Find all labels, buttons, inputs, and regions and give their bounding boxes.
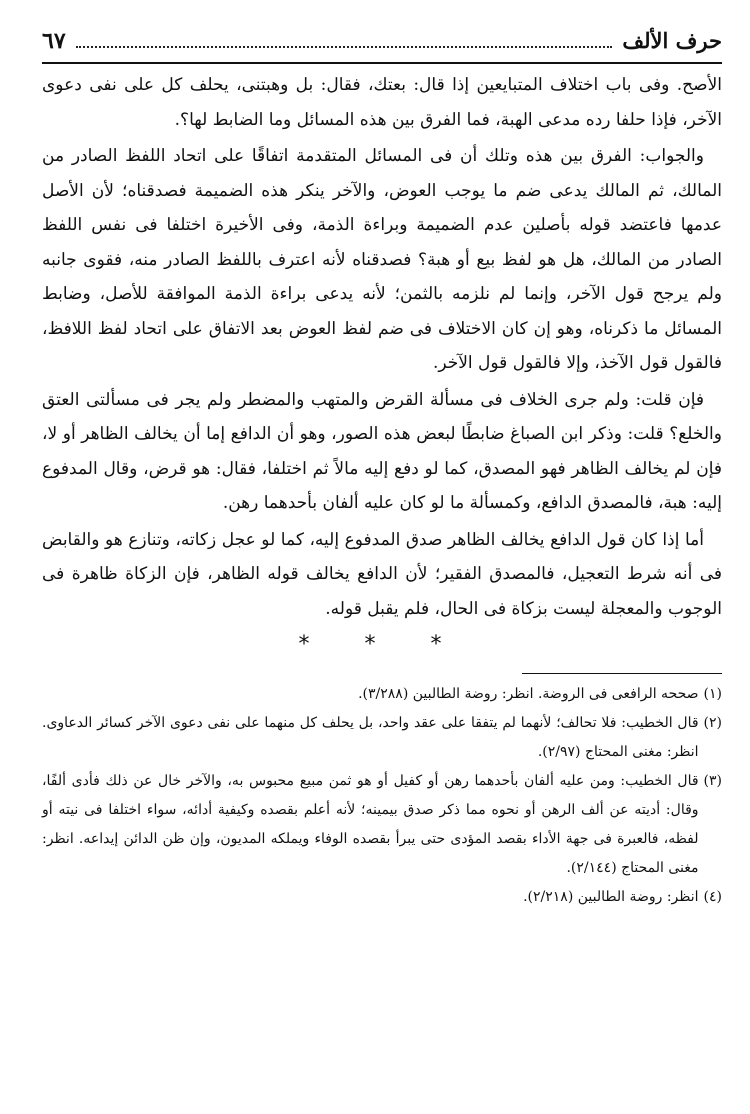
body-text — [42, 68, 722, 626]
body-paragraph: والجواب: الفرق بين هذه وتلك أن فى المسائل المتقدمة اتفاقًا على اتحاد اللفظ الصادر من المالك، ثم المالك يدعى ضم ما يوجب العوض، والآخر ينكر هذه الضميمة فصدقناه؛ لأن الأصل عدمها فاعتضد قوله بأصلين عدم الضميمة وبراءة الذمة، وفى الأخيرة اختلفا فى نفس اللفظ الصادر من المالك، هل هو لفظ بيع أو هبة؟ فصدقناه لأنه اعترف باللفظ الصادر منه، فقوى جانبه ولم يرجح قول الآخر، وإنما لم نلزمه بالثمن؛ لأنه يدعى براءة الذمة الموافقة للأصل، وضابط المسائل ما ذكرناه، وهو إن كان الاختلاف فى ضم لفظ العوض بعد الاتفاق على اتحاد لفظ اللافظ، فالقول قول الآخذ، وإلا فالقول قول الآخر. — [42, 146, 722, 373]
book-page — [42, 28, 722, 1098]
footnote-item — [42, 767, 722, 883]
page-header — [42, 28, 722, 64]
footnote-text: قال الخطيب: ومن عليه ألفان بأحدهما رهن أو كفيل أو هو ثمن مبيع محبوس به، والآخر خال عن ذلك فأدى ألفًا، وقال: أديته عن ألف الرهن أو نحوه مما ذكر صدق بيمينه؛ لأنه أعلم بقصده وكيفية أدائه، سواء اختلفا فى نيته أو لفظه، فالعبرة فى جهة الأداء بقصد المؤدى حتى يبرأ بقصده الوفاء ويملكه المديون، وإن ظن الدائن إيداعه. انظر: مغنى المحتاج (٢/١٤٤). — [42, 773, 699, 876]
footnote-number: (٤) — [703, 889, 722, 905]
body-paragraph: الأصح. وفى باب اختلاف المتبايعين إذا قال: بعتك، فقال: بل وهبتنى، يحلف كل على نفى دعوى الآخر، فإذا حلفا رده مدعى الهبة، فما الفرق بين هذه المسائل وما الضابط لها؟. — [42, 75, 722, 130]
footnotes — [42, 680, 722, 912]
footnote-number: (١) — [703, 686, 722, 702]
footnote-item — [42, 709, 722, 767]
section-separator-stars: * * * — [298, 632, 466, 657]
footnote-item — [42, 680, 722, 709]
footnote-text: قال الخطيب: فلا تحالف؛ لأنهما لم يتفقا على عقد واحد، بل يحلف كل منهما على نفى دعوى الآخر كسائر الدعاوى. انظر: مغنى المحتاج (٢/٩٧). — [42, 715, 699, 760]
footnote-number: (٣) — [703, 773, 722, 789]
header-dotted-leader — [76, 32, 613, 48]
footnote-item — [42, 883, 722, 912]
footnote-text: انظر: روضة الطالبين (٢/٢١٨). — [523, 889, 699, 905]
running-title: حرف الألف — [622, 28, 722, 53]
page-number: ٦٧ — [42, 28, 66, 54]
footnote-number: (٢) — [703, 715, 722, 731]
body-paragraph: أما إذا كان قول الدافع يخالف الظاهر صدق المدفوع إليه، كما لو عجل زكاته، وتنازع هو والقابض فى أنه شرط التعجيل، فالمصدق الفقير؛ لأن الدافع يخالف قوله الظاهر، فإن الزكاة ظاهرة فى الوجوب والمعجلة ليست بزكاة فى الحال، فلم يقبل قوله. — [42, 529, 722, 619]
footnote-text: صححه الرافعى فى الروضة. انظر: روضة الطالبين (٣/٢٨٨). — [358, 686, 699, 702]
body-paragraph: فإن قلت: ولم جرى الخلاف فى مسألة القرض والمتهب والمضطر ولم يجر فى مسألتى العتق والخلع؟ قلت: وذكر ابن الصباغ ضابطًا لبعض هذه الصور، وهو أن الدافع إما أن يخالف الظاهر أو لا، فإن لم يخالف الظاهر فهو المصدق، كما لو دفع إليه مالاً ثم اختلفا، فقال: هو قرض، وقال المدفوع إليه: هبة، فالمصدق الدافع، وكمسألة ما لو كان عليه ألفان بأحدهما رهن. — [42, 389, 722, 513]
footnote-rule — [522, 673, 722, 674]
